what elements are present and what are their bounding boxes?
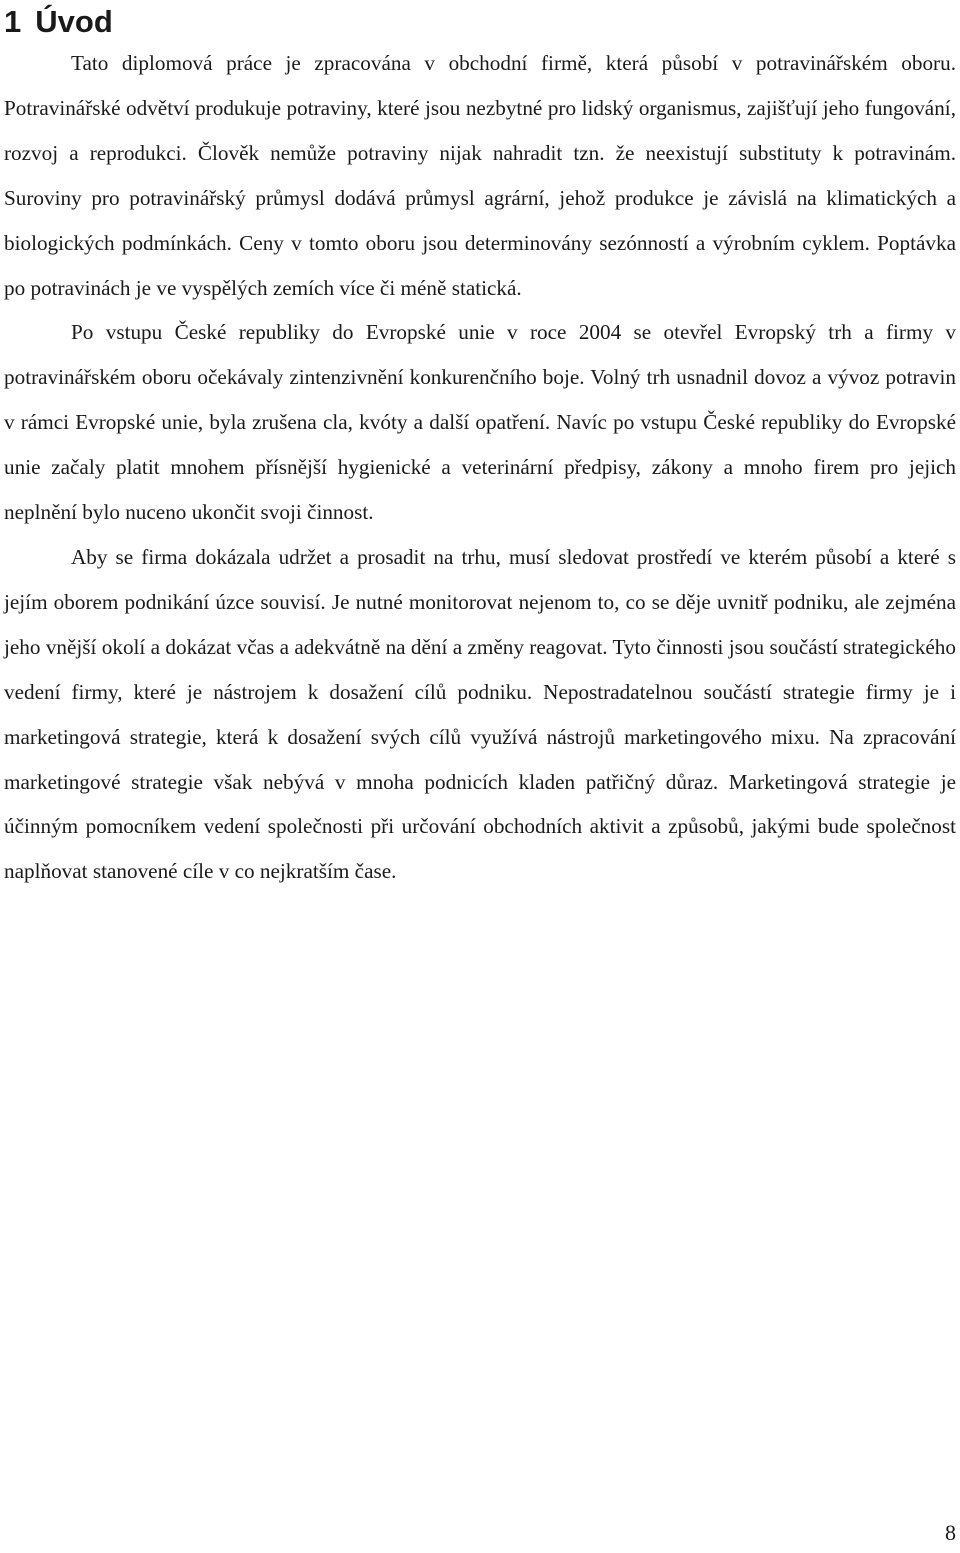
- paragraph-3: Aby se firma dokázala udržet a prosadit na trhu, musí sledovat prostředí ve kterém působí a které s jejím oborem podnikání úzce souvisí. Je nutné monitorovat nejenom to, co se děje uvnitř podniku, ale zejména jeho vnější okolí a dokázat včas a adekvátně na dění a změny reagovat. Tyto činnosti jsou součástí strategického vedení firmy, které je nástrojem k dosažení cílů podniku. Nepostradatelnou součástí strategie firmy je i marketingová strategie, která k dosažení svých cílů využívá nástrojů marketingového mixu. Na zpracování marketingové strategie však nebývá v mnoha podnicích kladen patřičný důraz. Marketingová strategie je účinným pomocníkem vedení společnosti při určování obchodních aktivit a způsobů, jakými bude společnost naplňovat stanovené cíle v co nejkratším čase.: [4, 544, 956, 884]
- paragraph-2: Po vstupu České republiky do Evropské unie v roce 2004 se otevřel Evropský trh a firmy v potravinářském oboru očekávaly zintenzivnění konkurenčního boje. Volný trh usnadnil dovoz a vývoz potravin v rámci Evropské unie, byla zrušena cla, kvóty a další opatření. Navíc po vstupu České republiky do Evropské unie začaly platit mnohem přísnější hygienické a veterinární předpisy, zákony a mnoho firem pro jejich neplnění bylo nuceno ukončit svoji činnost.: [4, 320, 956, 525]
- page-number: 8: [945, 1520, 956, 1545]
- body-text: [4, 41, 956, 894]
- section-number: 1: [4, 4, 22, 39]
- section-heading: [4, 2, 113, 42]
- paragraph-1: Tato diplomová práce je zpracována v obchodní firmě, která působí v potravinářském oboru. Potravinářské odvětví produkuje potraviny, které jsou nezbytné pro lidský organismus, zajišťují jeho fungování, rozvoj a reprodukci. Člověk nemůže potraviny nijak nahradit tzn. že neexistují substituty k potravinám. Suroviny pro potravinářský průmysl dodává průmysl agrární, jehož produkce je závislá na klimatických a biologických podmínkách. Ceny v tomto oboru jsou determinovány sezónností a výrobním cyklem. Poptávka po potravinách je ve vyspělých zemích více či méně statická.: [4, 51, 956, 300]
- section-title: Úvod: [35, 4, 113, 39]
